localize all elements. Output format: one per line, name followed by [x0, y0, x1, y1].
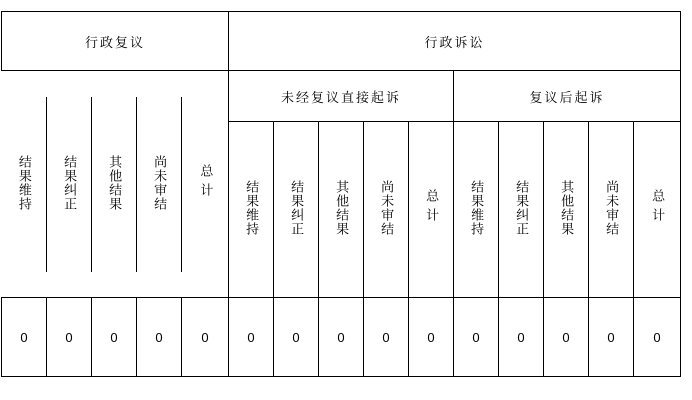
cell-direct-pending: 0 — [364, 298, 409, 377]
table-subgroup-header-row — [2, 71, 681, 122]
cell-review-result-upheld: 0 — [2, 298, 47, 377]
subgroup-header-direct-litigation: 未经复议直接起诉 — [229, 71, 454, 122]
cell-review-result-corrected: 0 — [47, 298, 92, 377]
column-header-direct-result-corrected: 结果纠正 — [274, 122, 319, 298]
administrative-review-litigation-table — [1, 11, 681, 377]
cell-post-review-other-result: 0 — [544, 298, 589, 377]
column-header-direct-total: 总计 — [409, 122, 454, 298]
cell-post-review-result-upheld: 0 — [454, 298, 499, 377]
column-header-post-review-total: 总计 — [634, 122, 681, 298]
review-columns-container — [2, 71, 229, 298]
column-header-review-result-upheld: 结果维持 — [2, 97, 47, 272]
table-row — [2, 298, 681, 377]
column-header-review-result-corrected: 结果纠正 — [47, 97, 92, 272]
column-header-post-review-result-upheld: 结果维持 — [454, 122, 499, 298]
subgroup-header-post-review-litigation: 复议后起诉 — [454, 71, 681, 122]
column-header-post-review-result-corrected: 结果纠正 — [499, 122, 544, 298]
column-header-direct-other-result: 其他结果 — [319, 122, 364, 298]
cell-review-total: 0 — [182, 298, 229, 377]
column-header-post-review-other-result: 其他结果 — [544, 122, 589, 298]
cell-post-review-total: 0 — [634, 298, 681, 377]
cell-post-review-result-corrected: 0 — [499, 298, 544, 377]
column-header-direct-pending: 尚未审结 — [364, 122, 409, 298]
table-group-header-row — [2, 12, 681, 71]
column-header-direct-result-upheld: 结果维持 — [229, 122, 274, 298]
cell-direct-result-upheld: 0 — [229, 298, 274, 377]
group-header-administrative-review: 行政复议 — [2, 12, 229, 71]
cell-direct-other-result: 0 — [319, 298, 364, 377]
cell-direct-total: 0 — [409, 298, 454, 377]
cell-review-other-result: 0 — [92, 298, 137, 377]
cell-review-pending: 0 — [137, 298, 182, 377]
column-header-post-review-pending: 尚未审结 — [589, 122, 634, 298]
cell-direct-result-corrected: 0 — [274, 298, 319, 377]
column-header-review-other-result: 其他结果 — [92, 97, 137, 272]
group-header-administrative-litigation: 行政诉讼 — [229, 12, 681, 71]
cell-post-review-pending: 0 — [589, 298, 634, 377]
column-header-review-total: 总计 — [198, 163, 214, 202]
column-header-review-pending: 尚未审结 — [137, 97, 182, 272]
